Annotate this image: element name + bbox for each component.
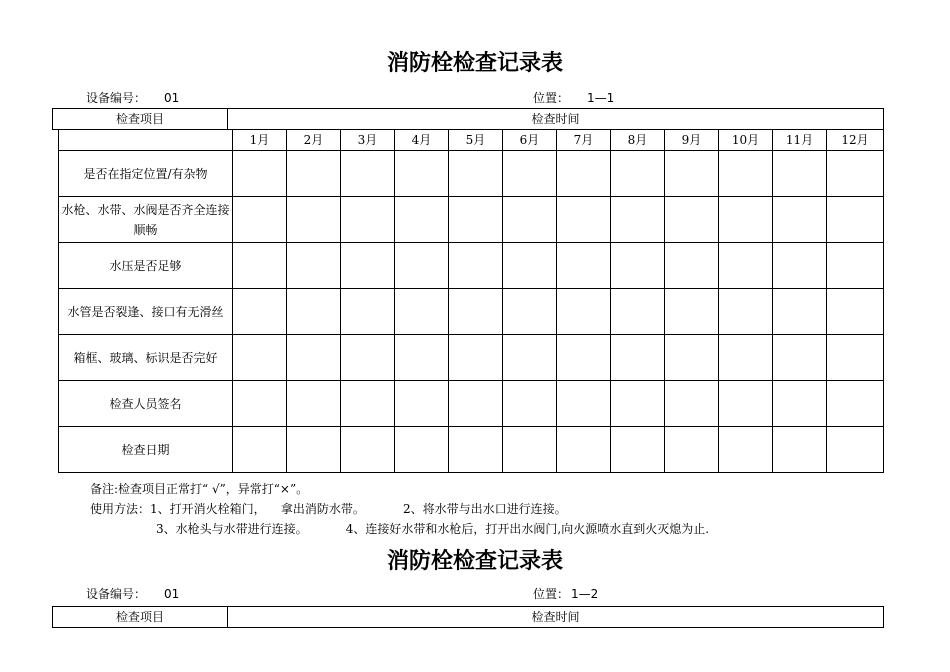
check-cell[interactable] xyxy=(341,335,395,381)
check-cell[interactable] xyxy=(233,427,287,473)
month-header: 10月 xyxy=(719,130,773,151)
month-header: 4月 xyxy=(395,130,449,151)
inspection-row xyxy=(59,289,884,335)
inspection-row xyxy=(59,335,884,381)
form1-device-number xyxy=(86,89,179,106)
form2-header-table xyxy=(52,606,884,628)
check-cell[interactable] xyxy=(611,197,665,243)
check-cell[interactable] xyxy=(557,335,611,381)
check-cell[interactable] xyxy=(557,427,611,473)
check-cell[interactable] xyxy=(665,243,719,289)
check-cell[interactable] xyxy=(287,427,341,473)
inspection-row xyxy=(59,427,884,473)
check-cell[interactable] xyxy=(395,197,449,243)
check-cell[interactable] xyxy=(503,243,557,289)
check-cell[interactable] xyxy=(611,427,665,473)
location-label: 位置： xyxy=(533,91,570,105)
check-cell[interactable] xyxy=(773,427,827,473)
location-label: 位置： xyxy=(533,587,570,601)
inspection-item-label: 水压是否足够 xyxy=(59,243,233,289)
form1-location xyxy=(533,89,614,106)
check-cell[interactable] xyxy=(503,381,557,427)
device-label: 设备编号： xyxy=(86,587,147,601)
month-header: 8月 xyxy=(611,130,665,151)
check-cell[interactable] xyxy=(503,427,557,473)
month-header: 12月 xyxy=(827,130,884,151)
check-cell[interactable] xyxy=(827,151,884,197)
check-cell[interactable] xyxy=(557,381,611,427)
check-cell[interactable] xyxy=(341,289,395,335)
check-cell[interactable] xyxy=(449,427,503,473)
check-cell[interactable] xyxy=(287,197,341,243)
check-cell[interactable] xyxy=(287,335,341,381)
check-cell[interactable] xyxy=(557,197,611,243)
check-cell[interactable] xyxy=(665,289,719,335)
form1-inspection-table xyxy=(58,129,884,473)
inspection-item-label: 是否在指定位置/有杂物 xyxy=(59,151,233,197)
form1-header-table xyxy=(52,108,884,130)
device-value: 01 xyxy=(164,91,180,105)
month-header: 9月 xyxy=(665,130,719,151)
blank-corner-cell xyxy=(59,130,233,151)
check-cell[interactable] xyxy=(341,243,395,289)
check-cell[interactable] xyxy=(719,197,773,243)
check-cell[interactable] xyxy=(395,335,449,381)
inspection-row xyxy=(59,381,884,427)
check-cell[interactable] xyxy=(503,289,557,335)
device-value: 01 xyxy=(164,587,180,601)
check-cell[interactable] xyxy=(287,381,341,427)
month-header: 3月 xyxy=(341,130,395,151)
inspection-item-label: 水枪、水带、水阀是否齐全连接顺畅 xyxy=(59,197,233,243)
form1-title: 消防栓检查记录表 xyxy=(386,51,563,76)
form2-device-number xyxy=(86,585,179,602)
check-cell[interactable] xyxy=(233,381,287,427)
check-cell[interactable] xyxy=(665,427,719,473)
check-cell[interactable] xyxy=(611,243,665,289)
check-cell[interactable] xyxy=(611,381,665,427)
month-header: 7月 xyxy=(557,130,611,151)
check-cell[interactable] xyxy=(233,197,287,243)
col-item-header: 检查项目 xyxy=(53,607,228,628)
check-cell[interactable] xyxy=(827,381,884,427)
check-cell[interactable] xyxy=(773,151,827,197)
check-cell[interactable] xyxy=(827,197,884,243)
check-cell[interactable] xyxy=(719,335,773,381)
inspection-item-label: 箱框、玻璃、标识是否完好 xyxy=(59,335,233,381)
device-label: 设备编号： xyxy=(86,91,147,105)
inspection-item-label: 检查人员签名 xyxy=(59,381,233,427)
usage-instructions-line1: 使用方法：1、打开消火栓箱门， 拿出消防水带。 2、将水带与出水口进行连接。 xyxy=(90,502,567,516)
check-cell[interactable] xyxy=(503,151,557,197)
check-cell[interactable] xyxy=(233,151,287,197)
check-cell[interactable] xyxy=(665,335,719,381)
col-item-header: 检查项目 xyxy=(53,109,228,130)
check-cell[interactable] xyxy=(773,335,827,381)
check-cell[interactable] xyxy=(827,427,884,473)
check-cell[interactable] xyxy=(449,335,503,381)
check-cell[interactable] xyxy=(503,335,557,381)
check-cell[interactable] xyxy=(395,381,449,427)
check-cell[interactable] xyxy=(827,289,884,335)
location-value: 1—2 xyxy=(571,587,599,601)
check-cell[interactable] xyxy=(341,197,395,243)
check-cell[interactable] xyxy=(557,289,611,335)
check-cell[interactable] xyxy=(773,289,827,335)
month-header: 2月 xyxy=(287,130,341,151)
check-cell[interactable] xyxy=(665,151,719,197)
check-cell[interactable] xyxy=(773,381,827,427)
inspection-row xyxy=(59,243,884,289)
check-cell[interactable] xyxy=(719,427,773,473)
check-cell[interactable] xyxy=(773,197,827,243)
inspection-item-label: 检查日期 xyxy=(59,427,233,473)
check-cell[interactable] xyxy=(665,381,719,427)
check-cell[interactable] xyxy=(611,151,665,197)
check-cell[interactable] xyxy=(449,197,503,243)
check-cell[interactable] xyxy=(611,335,665,381)
form2-title: 消防栓检查记录表 xyxy=(386,549,563,574)
month-header: 6月 xyxy=(503,130,557,151)
month-header: 5月 xyxy=(449,130,503,151)
check-cell[interactable] xyxy=(719,151,773,197)
check-cell[interactable] xyxy=(773,243,827,289)
check-cell[interactable] xyxy=(611,289,665,335)
check-cell[interactable] xyxy=(395,427,449,473)
col-time-header: 检查时间 xyxy=(228,109,884,130)
check-cell[interactable] xyxy=(341,151,395,197)
check-cell[interactable] xyxy=(341,381,395,427)
check-cell[interactable] xyxy=(449,243,503,289)
check-cell[interactable] xyxy=(341,427,395,473)
inspection-row xyxy=(59,197,884,243)
inspection-row xyxy=(59,151,884,197)
col-time-header: 检查时间 xyxy=(228,607,884,628)
check-cell[interactable] xyxy=(395,243,449,289)
form2-location xyxy=(533,585,598,602)
check-cell[interactable] xyxy=(287,151,341,197)
check-cell[interactable] xyxy=(557,151,611,197)
check-cell[interactable] xyxy=(449,151,503,197)
month-header-row xyxy=(59,130,884,151)
check-cell[interactable] xyxy=(395,151,449,197)
inspection-item-label: 水管是否裂逢、接口有无滑丝 xyxy=(59,289,233,335)
check-cell[interactable] xyxy=(719,243,773,289)
check-cell[interactable] xyxy=(287,243,341,289)
remark-note: 备注:检查项目正常打“ √”，异常打“×”。 xyxy=(90,482,309,496)
check-cell[interactable] xyxy=(719,381,773,427)
check-cell[interactable] xyxy=(557,243,611,289)
usage-instructions-line2: 3、水枪头与水带进行连接。 4、连接好水带和水枪后，打开出水阀门,向火源喷水直到火灭熄为止. xyxy=(156,522,710,536)
check-cell[interactable] xyxy=(233,289,287,335)
check-cell[interactable] xyxy=(449,381,503,427)
check-cell[interactable] xyxy=(287,289,341,335)
check-cell[interactable] xyxy=(233,243,287,289)
location-value: 1—1 xyxy=(587,91,615,105)
check-cell[interactable] xyxy=(827,243,884,289)
month-header: 1月 xyxy=(233,130,287,151)
month-header: 11月 xyxy=(773,130,827,151)
check-cell[interactable] xyxy=(449,289,503,335)
check-cell[interactable] xyxy=(827,335,884,381)
check-cell[interactable] xyxy=(233,335,287,381)
check-cell[interactable] xyxy=(719,289,773,335)
check-cell[interactable] xyxy=(503,197,557,243)
check-cell[interactable] xyxy=(665,197,719,243)
check-cell[interactable] xyxy=(395,289,449,335)
